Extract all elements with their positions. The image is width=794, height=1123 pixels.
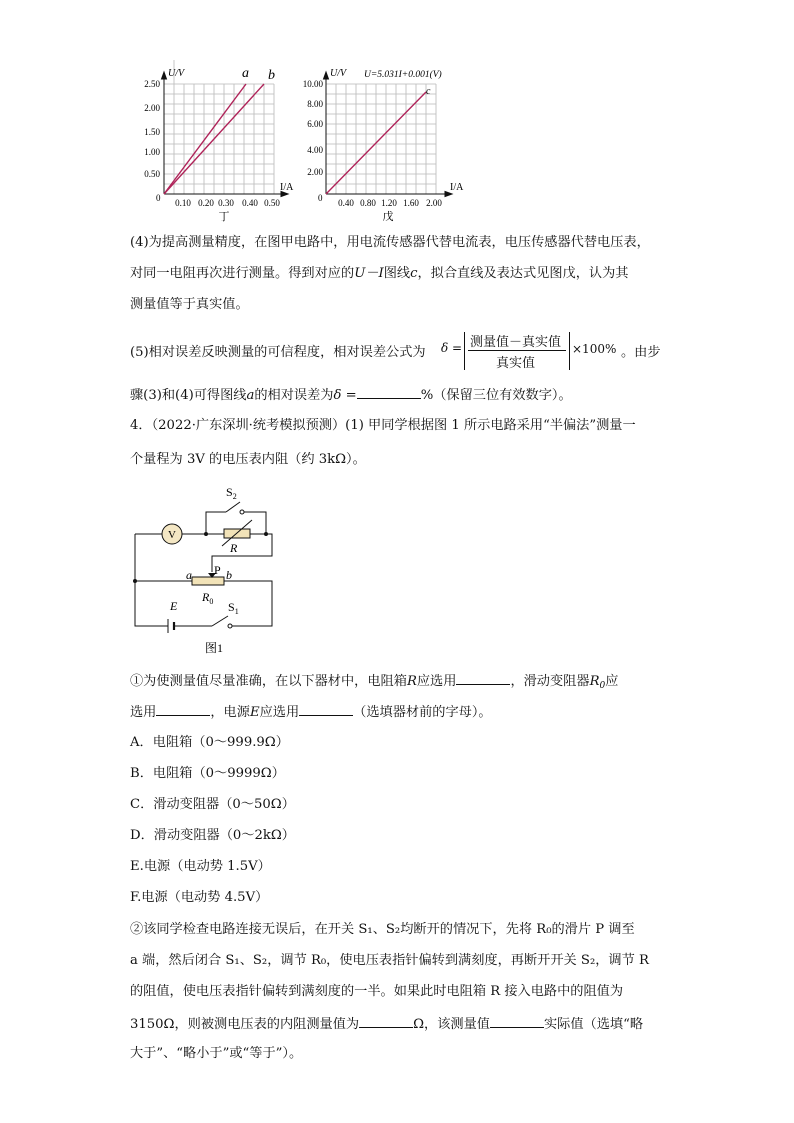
chart-wu-ytick: 2.00 (307, 167, 323, 177)
chart-wu-xlabel: I/A (450, 182, 464, 193)
p6-text-b: 的相对误差为 (254, 388, 334, 403)
s1-var-r0: R (589, 674, 600, 689)
chart-ding-xtick: 0.20 (198, 198, 214, 208)
chart-ding-ytick: 1.50 (144, 127, 160, 137)
s1-blank-r0[interactable] (156, 701, 210, 716)
voltmeter-label: V (168, 529, 176, 541)
s2-line4 (130, 1013, 670, 1035)
option-e: E.电源（电动势 1.5V） (130, 859, 271, 874)
chart-wu-ytick: 8.00 (307, 99, 323, 109)
s2-line3: 的阻值，使电压表指针偏转到满刻度的一半。如果此时电阻箱 R 接入电路中的阻值为 (130, 984, 624, 999)
chart-ding-label-a: a (242, 66, 249, 81)
option-b: B．电阻箱（0～9999Ω） (130, 766, 285, 781)
junction-dot (204, 532, 208, 536)
p5-denominator: 真实值 (496, 356, 536, 371)
s1-var-e: E (249, 705, 260, 720)
s1-text-a: ①为使测量值尽量准确，在以下器材中，电阻箱 (130, 674, 407, 689)
junction-dot (133, 579, 137, 583)
s2-text-a: 3150Ω，则被测电压表的内阻测量值为 (130, 1017, 360, 1032)
p5-percent: ×100% (572, 342, 617, 356)
p6-text-c: %（保留三位有效数字）。 (420, 388, 572, 403)
s1-text-b: 应选用 (416, 674, 457, 689)
p5-delta: δ = (441, 341, 463, 355)
chart-wu-label-c: c (426, 86, 431, 97)
label-s1: $S_1$ (228, 600, 239, 616)
switch-s2-blade (226, 502, 240, 512)
s1-blank-e[interactable] (299, 701, 353, 716)
chart-wu-ytick: 4.00 (307, 145, 323, 155)
s1-var-r: R (406, 674, 417, 689)
chart-wu-ytick: 10.00 (302, 79, 323, 89)
chart-ding-xtick: 0.30 (218, 198, 234, 208)
p6-answer-blank[interactable] (357, 384, 421, 399)
p4-line1: (4)为提高测量精度，在图甲电路中，用电流传感器代替电流表，电压传感器代替电压表， (130, 235, 650, 250)
p5-abs-right (569, 332, 570, 370)
label-b: b (226, 568, 232, 582)
s2-text-b: Ω，该测量值 (413, 1017, 490, 1032)
s1-text-f: ，电源 (210, 705, 250, 720)
option-a: A．电阻箱（0～999.9Ω） (130, 735, 289, 750)
chart-wu-xtick: 0.40 (338, 198, 354, 208)
p4-ui-var: U－I (354, 266, 384, 281)
label-e: E (170, 599, 178, 613)
rheostat-r0 (192, 577, 224, 585)
p6-var-a: a (246, 388, 255, 403)
p4-line2 (130, 264, 670, 284)
label-a: a (186, 568, 192, 582)
chart-ding-xtick: 0.50 (264, 198, 280, 208)
p4-c-var: c (410, 266, 418, 281)
circuit-caption: 图1 (204, 641, 224, 655)
chart-ding-ytick: 0.50 (144, 169, 160, 179)
s1-text-h: （选填器材前的字母）。 (353, 705, 492, 720)
chart-ding-label-b: b (268, 68, 275, 83)
s1-blank-r[interactable] (456, 670, 510, 685)
option-d: D．滑动变阻器（0～2kΩ） (130, 828, 295, 843)
s2-line2: a 端，然后闭合 S₁、S₂，调节 R₀，使电压表指针偏转到满刻度，再断开开关 S₂，调节 R (130, 953, 649, 968)
chart-wu-origin: 0 (318, 193, 323, 203)
chart-ding-ytick: 1.00 (144, 147, 160, 157)
chart-ding (130, 60, 294, 230)
p4-line2-c: ，拟合直线及表达式见图戊，认为其 (417, 266, 629, 281)
label-s2: $S_2$ (226, 485, 237, 501)
s1-line2 (130, 701, 670, 723)
circuit-wire (135, 534, 168, 626)
s1-text-g: 应选用 (259, 705, 300, 720)
p5-abs-left (464, 332, 465, 370)
option-c: C．滑动变阻器（0～50Ω） (130, 797, 295, 812)
chart-ding-xlabel: I/A (280, 182, 294, 193)
s2-text-c: 实际值（选填“略 (544, 1017, 644, 1032)
chart-wu-xtick: 1.20 (381, 198, 397, 208)
label-p: P (214, 563, 221, 577)
q4-line1: 4．（2022·广东深圳·统考模拟预测）(1) 甲同学根据图 1 所示电路采用“半偏法”测量一 (130, 418, 636, 433)
chart-ding-xtick: 0.10 (175, 198, 191, 208)
option-f: F.电源（电动势 4.5V） (130, 890, 269, 905)
p5-text-a: (5)相对误差反映测量的可信程度，相对误差公式为 (130, 345, 426, 360)
chart-wu-xtick: 0.80 (360, 198, 376, 208)
p4-line2-b: 图线 (383, 266, 411, 281)
circuit-wire (212, 534, 272, 572)
switch-s2-contact (240, 510, 244, 514)
chart-wu-caption: 戊 (382, 211, 394, 223)
chart-ding-caption: 丁 (218, 211, 230, 223)
switch-s1-contact (228, 624, 232, 628)
p4-line2-a: 对同一电阻再次进行测量。得到对应的 (130, 266, 355, 281)
p4-line3: 测量值等于真实值。 (130, 297, 249, 312)
s2-line5: 大于”、“略小于”或“等于”）。 (130, 1046, 303, 1061)
p5-line (130, 330, 670, 372)
chart-ding-ytick: 2.50 (144, 79, 160, 89)
chart-ding-origin: 0 (156, 193, 161, 203)
chart-ding-xtick: 0.40 (242, 198, 258, 208)
chart-ding-ylabel: U/V (168, 68, 185, 79)
s2-blank-compare[interactable] (490, 1013, 544, 1028)
circuit-figure-1 (130, 480, 290, 658)
s1-var-r0-sub: 0 (599, 681, 606, 691)
chart-ding-ytick: 2.00 (144, 103, 160, 113)
chart-wu (296, 60, 476, 230)
switch-s1-blade (212, 616, 228, 626)
s1-text-d: 应 (605, 674, 619, 689)
junction-dot (264, 532, 268, 536)
label-r0: $R_0$ (202, 590, 214, 606)
p5-numerator: 测量值－真实值 (470, 335, 562, 350)
s1-text-c: ，滑动变阻器 (510, 674, 590, 689)
p5-text-b: 。由步 (621, 345, 661, 360)
s1-line1 (130, 670, 670, 696)
circuit-wire (206, 512, 226, 534)
chart-wu-xtick: 1.60 (403, 198, 419, 208)
s2-blank-resistance[interactable] (359, 1013, 413, 1028)
chart-ding-grid (164, 60, 274, 194)
chart-wu-equation: U=5.031I+0.001(V) (364, 70, 442, 80)
label-r: R (230, 541, 238, 555)
s2-line1: ②该同学检查电路连接无误后，在开关 S₁、S₂均断开的情况下，先将 R₀的滑片 P 调至 (130, 922, 635, 937)
s1-text-e: 选用 (130, 705, 157, 720)
p6-delta: δ = (333, 388, 357, 403)
q4-line2: 个量程为 3V 的电压表内阻（约 3kΩ）。 (130, 452, 366, 467)
p5-fraction-bar (468, 350, 566, 351)
p6-line (130, 384, 670, 406)
p6-text-a: 骤(3)和(4)可得图线 (130, 388, 247, 403)
chart-wu-ylabel: U/V (330, 68, 347, 79)
chart-wu-xtick: 2.00 (426, 198, 442, 208)
chart-wu-ytick: 6.00 (307, 119, 323, 129)
